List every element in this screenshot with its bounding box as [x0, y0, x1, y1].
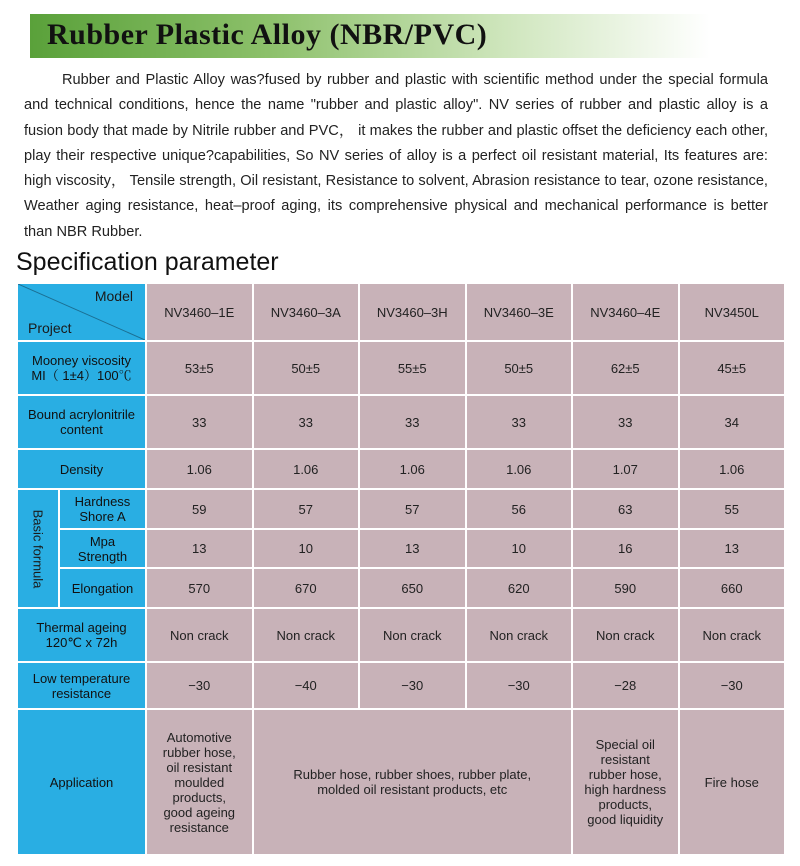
table-cell: −40 [254, 663, 359, 708]
model-header: NV3460–1E [147, 284, 252, 340]
row-label-elongation: Elongation [60, 569, 145, 607]
page-title: Rubber Plastic Alloy (NBR/PVC) [47, 18, 488, 51]
table-cell: 50±5 [467, 342, 572, 394]
table-cell: 33 [467, 396, 572, 448]
table-cell: Non crack [680, 609, 785, 661]
row-label-application: Application [18, 710, 145, 854]
table-cell: 59 [147, 490, 252, 528]
model-header: NV3460–3H [360, 284, 465, 340]
table-cell: 33 [147, 396, 252, 448]
corner-project-label: Project [28, 320, 72, 336]
table-cell: 13 [147, 530, 252, 567]
table-cell: 650 [360, 569, 465, 607]
table-cell: 57 [360, 490, 465, 528]
table-cell: 33 [360, 396, 465, 448]
table-cell: 45±5 [680, 342, 785, 394]
section-title: Specification parameter [16, 248, 279, 276]
table-cell: Non crack [254, 609, 359, 661]
table-cell: −30 [360, 663, 465, 708]
table-cell: 10 [467, 530, 572, 567]
spec-table [16, 282, 786, 856]
table-cell: 16 [573, 530, 678, 567]
table-cell: 13 [680, 530, 785, 567]
table-cell: 590 [573, 569, 678, 607]
header-corner-cell [18, 284, 145, 340]
table-cell: 620 [467, 569, 572, 607]
table-cell: −30 [467, 663, 572, 708]
table-cell: 1.06 [360, 450, 465, 488]
application-cell-1: Automotive rubber hose, oil resistant moulded products, good ageing resistance [147, 710, 252, 854]
table-cell: Non crack [360, 609, 465, 661]
row-label-strength: Mpa Strength [60, 530, 145, 567]
table-cell: 10 [254, 530, 359, 567]
table-cell: 50±5 [254, 342, 359, 394]
table-cell: 62±5 [573, 342, 678, 394]
table-cell: 670 [254, 569, 359, 607]
row-label-acrylonitrile: Bound acrylonitrile content [18, 396, 145, 448]
table-row-mooney [18, 342, 784, 394]
table-cell: 55±5 [360, 342, 465, 394]
table-cell: 56 [467, 490, 572, 528]
table-row-hardness [18, 490, 784, 528]
corner-model-label: Model [94, 288, 133, 304]
table-cell: −30 [680, 663, 785, 708]
model-header: NV3460–4E [573, 284, 678, 340]
table-cell: 34 [680, 396, 785, 448]
intro-paragraph: Rubber and Plastic Alloy was?fused by rubber and plastic with scientific method under the special formula and technical conditions, hence the name "rubber and plastic alloy". NV series of rubber and plastic alloy is a fusion body that made by Nitrile rubber and PVC， it makes the rubber and plastic offset the deficiency each other, play their respective unique?capabilities, So NV series of alloy is a perfect oil resistant material, Its features are: high viscosity， Tensile strength, Oil resistant, Resistance to solvent, Abrasion resistance to tear, ozone resistance, Weather aging resistance, heat–proof aging, its comprehensive physical and mechanical performance is better than NBR Rubber. [24, 72, 768, 240]
table-cell: 570 [147, 569, 252, 607]
table-cell: 63 [573, 490, 678, 528]
application-cell-shared: Rubber hose, rubber shoes, rubber plate, molded oil resistant products, etc [254, 710, 572, 854]
application-cell-6: Fire hose [680, 710, 785, 854]
table-row-lowtemp [18, 663, 784, 708]
model-header: NV3460–3E [467, 284, 572, 340]
model-header: NV3450L [680, 284, 785, 340]
row-label-density: Density [18, 450, 145, 488]
table-cell: Non crack [573, 609, 678, 661]
table-row-density [18, 450, 784, 488]
table-cell: 55 [680, 490, 785, 528]
basic-formula-group-label: Basic formula [18, 490, 58, 607]
table-cell: 1.06 [680, 450, 785, 488]
model-header: NV3460–3A [254, 284, 359, 340]
table-cell: 53±5 [147, 342, 252, 394]
table-cell: Non crack [147, 609, 252, 661]
table-row-elongation [18, 569, 784, 607]
table-row-thermal [18, 609, 784, 661]
table-row-acrylonitrile [18, 396, 784, 448]
table-cell: 1.07 [573, 450, 678, 488]
table-cell: 660 [680, 569, 785, 607]
row-label-hardness: Hardness Shore A [60, 490, 145, 528]
table-row-application [18, 710, 784, 854]
table-row-strength [18, 530, 784, 567]
table-cell: 1.06 [147, 450, 252, 488]
application-cell-5: Special oil resistant rubber hose, high hardness products, good liquidity [573, 710, 678, 854]
table-cell: 33 [254, 396, 359, 448]
table-cell: 33 [573, 396, 678, 448]
table-cell: 13 [360, 530, 465, 567]
table-cell: 1.06 [254, 450, 359, 488]
row-label-thermal: Thermal ageing 120℃ x 72h [18, 609, 145, 661]
row-label-lowtemp: Low temperature resistance [18, 663, 145, 708]
row-label-mooney: Mooney viscosity MI（ 1±4）100℃ [18, 342, 145, 394]
table-cell: 1.06 [467, 450, 572, 488]
table-cell: 57 [254, 490, 359, 528]
table-cell: −28 [573, 663, 678, 708]
table-cell: Non crack [467, 609, 572, 661]
table-cell: −30 [147, 663, 252, 708]
table-header-row [18, 284, 784, 340]
